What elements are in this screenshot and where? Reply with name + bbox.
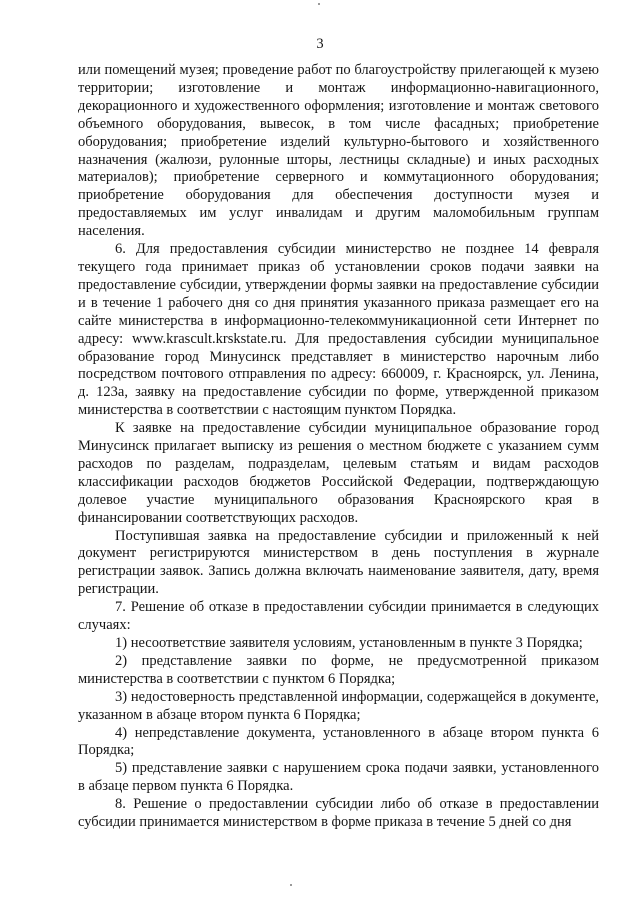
list-item-1: 1) несоответствие заявителя условиям, установленным в пункте 3 Порядка; xyxy=(115,635,583,651)
paragraph-museum-works: или помещений музея; проведение работ по благоустройству прилегающей к музею территории; изготовление и монтаж информационно-навигационного, декорационного и художественного оформления; изготовление и монтаж светового объемного оборудования, вывесок, в том числе фасадных; приобретение оборудования; приобретение изделий культурно-бытового и хозяйственного назначения (жалюзи, рулонные шторы, лестницы складные) и иных расходных материалов); приобретение серверного и коммутационного оборудования; приобретение оборудования для обеспечения доступности музея и предоставляемых им услуг инвалидам и другим маломобильным группам населения. xyxy=(78,62,599,240)
list-item-2: 2) представление заявки по форме, не предусмотренной приказом министерства в соответствии с пунктом 6 Порядка; xyxy=(78,652,599,687)
list-item-3: 3) недостоверность представленной информации, содержащейся в документе, указанном в абзаце втором пункта 6 Порядка; xyxy=(78,688,599,723)
scan-speck xyxy=(290,884,292,886)
page-number: 3 xyxy=(316,36,324,52)
paragraph-item-7: 7. Решение об отказе в предоставлении субсидии принимается в следующих случаях: xyxy=(78,599,599,634)
paragraph-item-8: 8. Решение о предоставлении субсидии либо об отказе в предоставлении субсидии принимается министерством в форме приказа в течение 5 дней со дня xyxy=(78,796,599,831)
list-item-4: 4) непредставление документа, установленного в абзаце втором пункта 6 Порядка; xyxy=(78,724,599,759)
paragraph-application-attachment: К заявке на предоставление субсидии муниципальное образование город Минусинск прилагает выписку из решения о местном бюджете с указанием сумм расходов по разделам, подразделам, целевым статьям и видам расходов классификации расходов бюджетов Российской Федерации, подтверждающую долевое участие муниципального образования Красноярского края в финансировании соответствующих расходов. xyxy=(78,420,599,526)
paragraph-registration: Поступившая заявка на предоставление субсидии и приложенный к ней документ регистрируются министерством в день поступления в журнале регистрации заявок. Запись должна включать наименование заявителя, дату, время регистрации. xyxy=(78,527,599,598)
list-item-5: 5) представление заявки с нарушением срока подачи заявки, установленного в абзаце первом пункта 6 Порядка. xyxy=(78,760,599,795)
document-body xyxy=(78,62,599,832)
scan-speck xyxy=(318,3,320,5)
paragraph-item-6: 6. Для предоставления субсидии министерство не позднее 14 февраля текущего года принимает приказ об установлении сроков подачи заявки на предоставление субсидии, утверждении формы заявки на предоставление субсидии и в течение 1 рабочего дня со дня принятия указанного приказа размещает его на сайте министерства в информационно-телекоммуникационной сети Интернет по адресу: www.krascult.krskstate.ru. Для предоставления субсидии муниципальное образование город Минусинск представляет в министерство нарочным либо посредством почтового отправления по адресу: 660009, г. Красноярск, ул. Ленина, д. 123а, заявку на предоставление субсидии по форме, утвержденной приказом министерства в соответствии с настоящим пунктом Порядка. xyxy=(78,241,599,419)
